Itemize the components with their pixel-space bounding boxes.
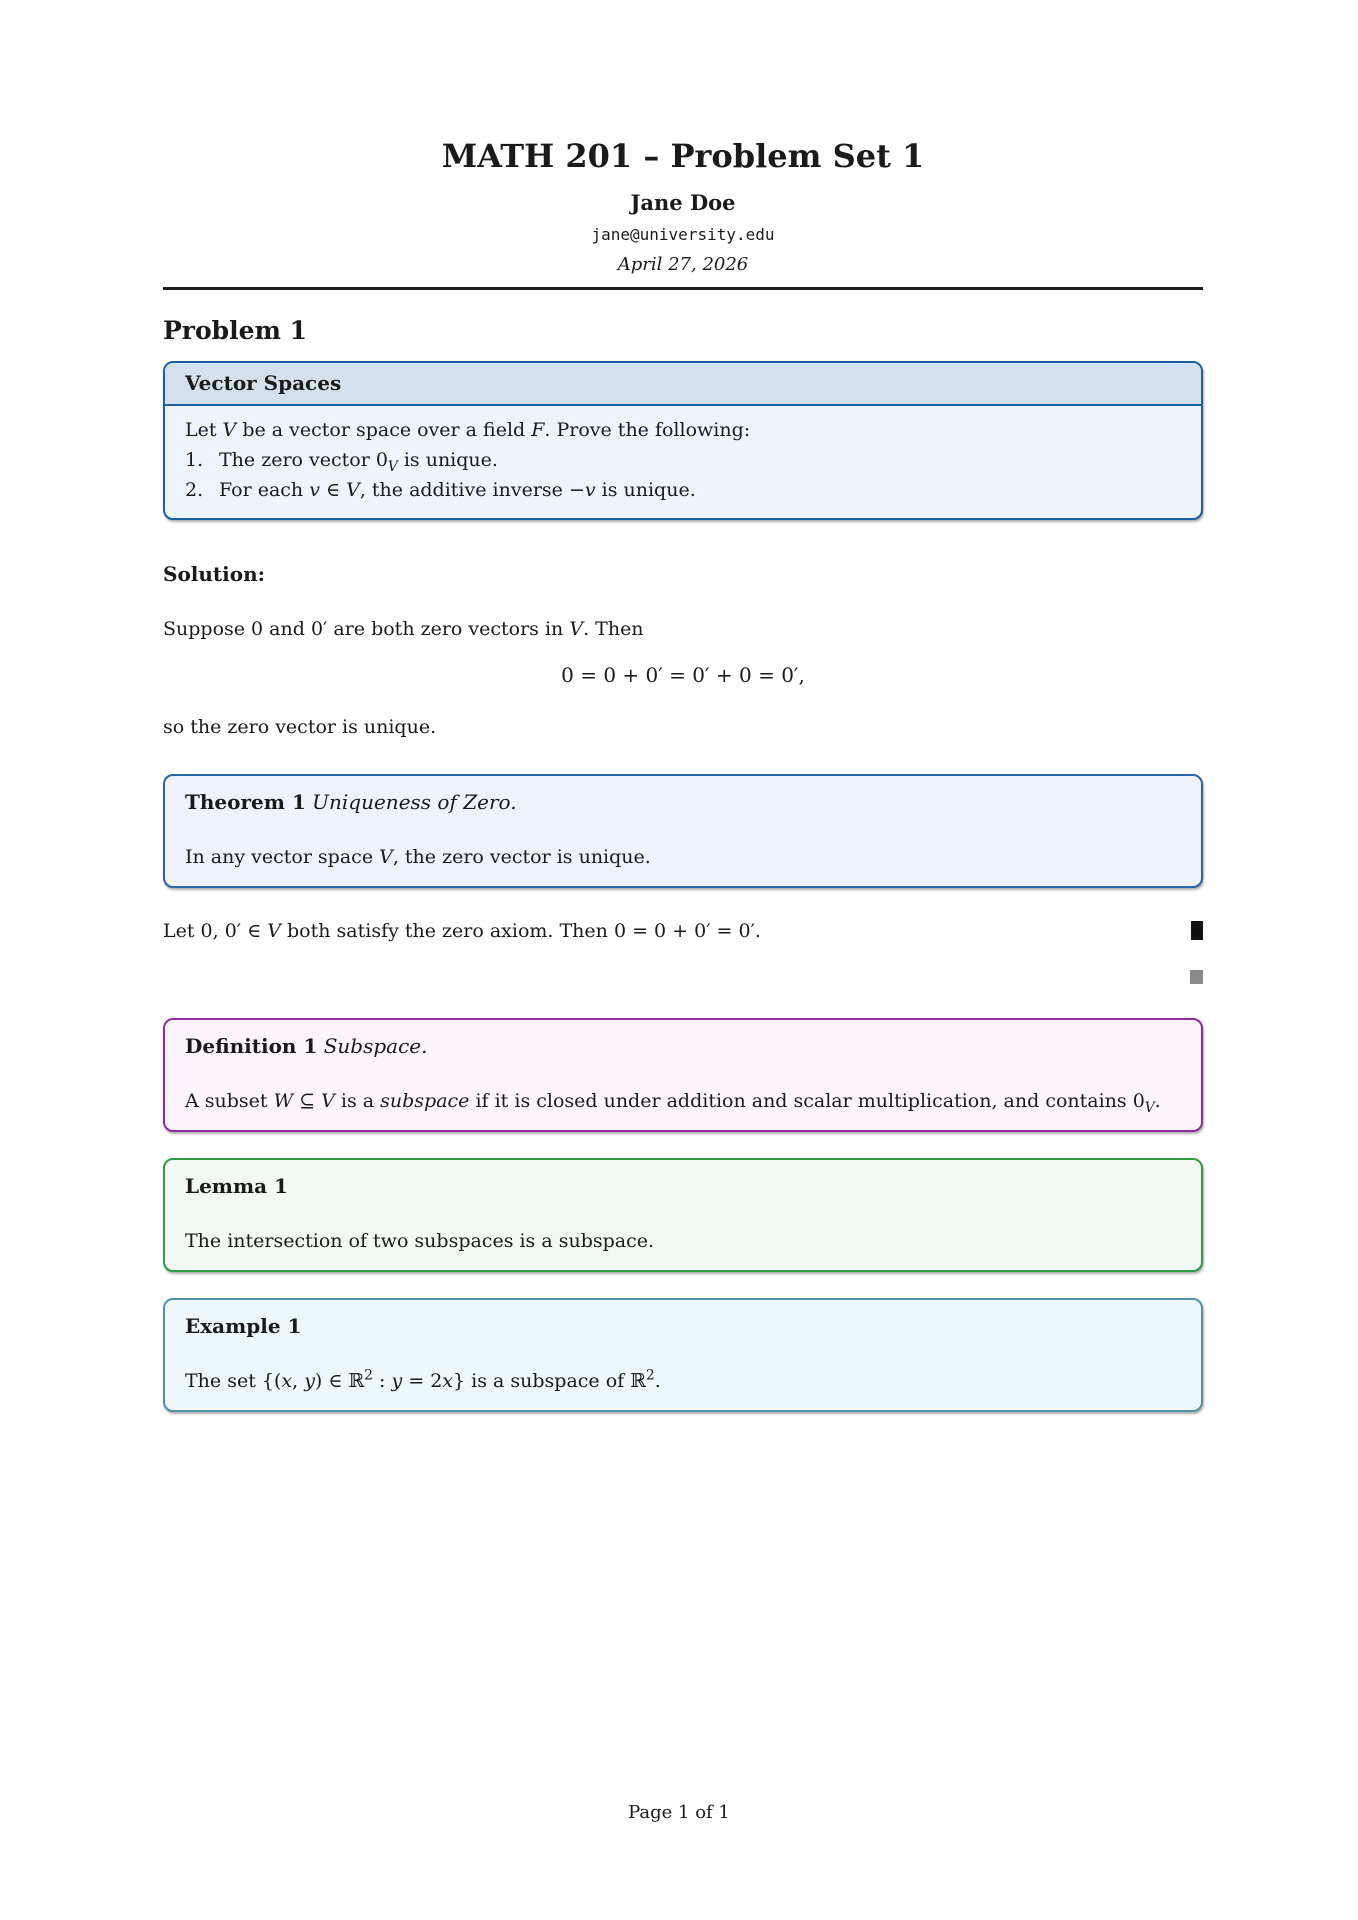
list-item <box>185 445 1181 475</box>
page-footer: Page 1 of 1 <box>628 1802 730 1823</box>
lemma-box <box>163 1158 1203 1272</box>
list-item-number: 1. <box>185 448 204 471</box>
definition-box <box>163 1018 1203 1132</box>
solution-paragraph: so the zero vector is unique. <box>163 715 437 738</box>
document-header <box>163 0 1203 275</box>
problem-statement-box <box>163 361 1203 520</box>
author-email: jane@university.edu <box>591 224 775 244</box>
header-divider <box>163 287 1203 290</box>
solution-label: Solution: <box>163 561 266 586</box>
qed-row <box>163 970 1203 984</box>
theorem-note: Uniqueness of Zero. <box>312 789 517 814</box>
list-item-text: For each v ∈ V, the additive inverse −v is unique. <box>219 478 696 501</box>
definition-label: Definition 1 <box>185 1033 318 1058</box>
qed-gray-square-icon <box>1190 970 1203 984</box>
definition-heading <box>185 1034 1181 1058</box>
theorem-label: Theorem 1 <box>185 789 306 814</box>
author-name: Jane Doe <box>630 189 736 215</box>
theorem-body: In any vector space V, the zero vector is unique. <box>185 845 651 868</box>
display-equation: 0 = 0 + 0′ = 0′ + 0 = 0′, <box>561 662 805 687</box>
lemma-body: The intersection of two subspaces is a subspace. <box>185 1229 655 1252</box>
qed-filled-square-icon <box>1191 921 1203 940</box>
page-title: MATH 201 – Problem Set 1 <box>441 137 925 175</box>
theorem-box <box>163 774 1203 888</box>
proof-text: Let 0, 0′ ∈ V both satisfy the zero axiom. Then 0 = 0 + 0′ = 0′. <box>163 919 761 942</box>
definition-body: A subset W ⊆ V is a subspace if it is closed under addition and scalar multiplication, and contains $0_V$. <box>185 1089 1161 1116</box>
example-label: Example 1 <box>185 1313 302 1338</box>
list-item <box>185 475 1181 505</box>
problem-box-body <box>165 406 1201 518</box>
problem-heading: Problem 1 <box>163 315 308 345</box>
example-heading <box>185 1314 1181 1338</box>
proof-line <box>163 916 1203 946</box>
lemma-heading <box>185 1174 1181 1198</box>
list-item-text: The zero vector $0_V$ is unique. <box>219 448 498 475</box>
document-date: April 27, 2026 <box>617 253 749 275</box>
lemma-label: Lemma 1 <box>185 1173 288 1198</box>
definition-note: Subspace. <box>323 1033 428 1058</box>
solution-paragraph: Suppose 0 and 0′ are both zero vectors in V. Then <box>163 617 644 640</box>
list-item-number: 2. <box>185 478 204 501</box>
example-box <box>163 1298 1203 1412</box>
content-column <box>163 0 1203 1412</box>
problem-box-title: Vector Spaces <box>165 363 1201 406</box>
problem-intro: Let V be a vector space over a field F. Prove the following: <box>185 418 751 441</box>
example-body: The set {(x, y) ∈ ℝ$^2$ : y = 2x} is a subspace of ℝ$^2$. <box>185 1367 661 1392</box>
theorem-heading <box>185 790 1181 814</box>
